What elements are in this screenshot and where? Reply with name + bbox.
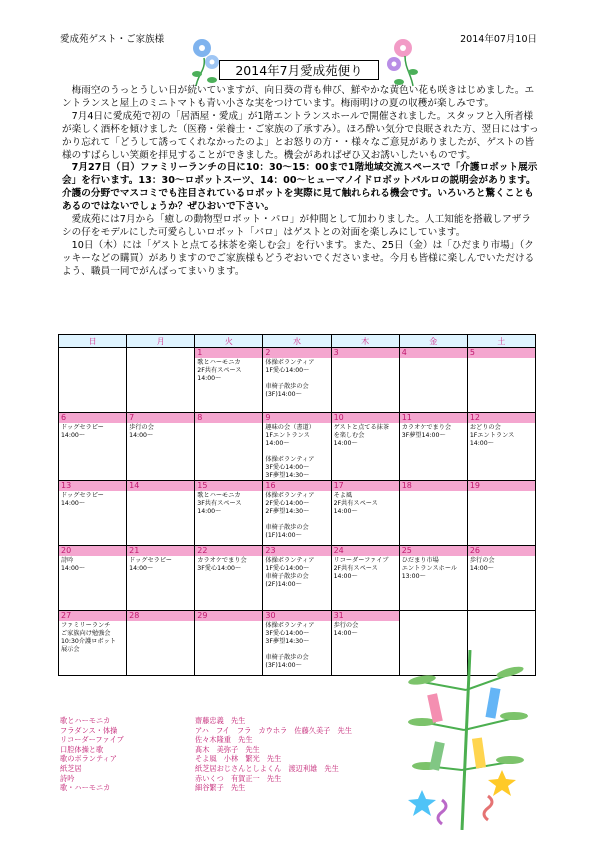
day-events: リコーダーファイブ 2F共有スペース 14:00～ (333, 557, 389, 580)
day-number: 14 (127, 481, 194, 491)
weekday-wed: 水 (263, 335, 331, 348)
day-number: 23 (263, 546, 330, 556)
instructor-name: そよ風 小林 繁光 先生 (195, 754, 282, 764)
activity-name: 口腔体操と歌 (60, 744, 104, 754)
paragraph: 7月4日に愛成苑で初の「居酒屋・愛成」が1階エントランスホールで開催されました。スタッフと入所者様が楽しく酒杯を傾けました（医務・栄養士・ご家族の了承すみ）。ほろ酔い気分で良眠された方、翌日にはすっかり忘れて「どうして誘ってくれなかったのよ」とお怒りの方・・様々なご意見がありましたが、ゲストの皆様のすばらしい笑顔を拝見することができました。機会があればぜひ又お誘いしたいものです。 (62, 110, 539, 161)
day-events: 歌とハーモニカ 3F共有スペース 14:00～ (197, 492, 242, 515)
tanabata-bamboo-illustration (392, 650, 542, 830)
day-events: おどりの会 1Fエントランス 14:00～ (469, 424, 515, 447)
day-events: 歩行の会 14:00～ (129, 424, 154, 439)
calendar-day-cell (263, 611, 331, 676)
day-number: 15 (195, 481, 262, 491)
calendar-day-cell (195, 481, 263, 546)
day-number: 9 (263, 413, 330, 423)
day-number: 7 (127, 413, 194, 423)
day-events: 歩行の会 14:00～ (469, 557, 495, 572)
recipient-header: 愛成苑ゲスト・ご家族様 (60, 34, 165, 45)
day-events: 歌とハーモニカ 2F共有スペース 14:00～ (197, 359, 242, 382)
instructor-name: 佐々木隆重 先生 (195, 735, 253, 745)
weekday-sat: 土 (467, 335, 535, 348)
day-number: 30 (263, 611, 330, 621)
calendar-day-cell (263, 413, 331, 481)
day-number: 26 (468, 546, 535, 556)
calendar-week-row (59, 413, 536, 481)
weekday-thu: 木 (331, 335, 399, 348)
day-number: 13 (59, 481, 126, 491)
day-events: そよ風 2F共有スペース 14:00～ (333, 492, 378, 515)
calendar-day-cell (263, 348, 331, 413)
day-events: 体操ボランティア 1F愛心14:00～ 車椅子散歩の会 (2F)14:00～ (265, 557, 315, 588)
day-number: 18 (400, 481, 467, 491)
calendar-week-row (59, 348, 536, 413)
calendar-day-cell (399, 481, 467, 546)
instructor-name: 齋藤忠義 先生 (195, 716, 246, 725)
calendar-day-cell (127, 611, 195, 676)
day-events: 体操ボランティア 1F愛心14:00～ 車椅子散歩の会 (3F)14:00～ (265, 359, 315, 398)
calendar-day-cell (331, 348, 399, 413)
instructor-list (195, 716, 352, 793)
event-calendar (58, 334, 536, 676)
instructor-name: 紙芝居おじさんとしよくん 渡辺利雄 先生 (195, 763, 339, 773)
newsletter-body (62, 85, 540, 279)
calendar-day-cell (59, 481, 127, 546)
calendar-day-cell (467, 413, 535, 481)
day-number: 31 (332, 611, 399, 621)
day-events: 体操ボランティア 2F愛心14:00～ 2F夢望14:30～ 車椅子散歩の会 (1F)14:00～ (265, 492, 315, 539)
calendar-day-cell (399, 546, 467, 611)
day-events: カラオケでまり会 3F夢望14:00～ (401, 424, 452, 439)
weekday-row (59, 335, 536, 348)
calendar-day-cell (195, 413, 263, 481)
activity-name: 紙芝居 (60, 763, 82, 773)
day-events: ドッグセラピー 14:00～ (61, 424, 104, 439)
calendar-day-cell (195, 546, 263, 611)
day-number: 29 (195, 611, 262, 621)
paragraph: 7月27日（日）ファミリーランチの日に10：30～15：00まで1階地域交流スペースで「介護ロボット展示会」を行います。13：30～ロボットスーツ、14：00～ヒューマノイドロボットパルロの説明会があります。介護の分野でマスコミでも注目されているロボットを実際に見て触れられる機会です。いろいろと驚くこともあるのではないでしょうか？ぜひおいで下さい。 (62, 162, 538, 213)
calendar-day-cell (195, 611, 263, 676)
activity-name: 詩吟 (60, 773, 75, 783)
day-number: 8 (195, 413, 262, 423)
calendar-day-cell (59, 413, 127, 481)
calendar-day-cell (127, 413, 195, 481)
day-number: 19 (468, 481, 535, 491)
day-events: ファミリーランチ ご家族向け勉強会 10:30介護ロボット 展示会 (61, 622, 116, 653)
activity-name: 歌とハーモニカ (60, 716, 111, 725)
paragraph: 10日（木）には「ゲストと点てる抹茶を楽しむ会」を行います。また、25日（金）は「ひだまり市場」（クッキーなどの購買）がありますのでご家族様もどうぞおいでくださいませ。今月も皆様に楽しんでいただけるよう、職員一同でがんばってまいります。 (62, 239, 535, 277)
day-number: 24 (332, 546, 399, 556)
weekday-fri: 金 (399, 335, 467, 348)
day-number: 11 (400, 413, 467, 423)
calendar-day-cell (59, 546, 127, 611)
day-number: 25 (400, 546, 467, 556)
calendar-day-cell (263, 481, 331, 546)
calendar-day-cell (331, 481, 399, 546)
date-header: 2014年07月10日 (460, 34, 537, 45)
instructor-name: 細谷繁子 先生 (195, 783, 246, 793)
day-events: 歩行の会 14:00～ (333, 622, 359, 637)
calendar-day-cell (59, 611, 127, 676)
day-number: 20 (59, 546, 126, 556)
activity-name: 歌・ハーモニカ (60, 783, 111, 793)
paragraph: 梅雨空のうっとうしい日が続いていますが、向日葵の背も伸び、鮮やかな黄色い花も咲きはじめました。エントランスと屋上のミニトマトも青い小さな実をつけています。梅雨明けの夏の収穫が楽しみです。 (62, 85, 535, 109)
calendar-day-cell (467, 481, 535, 546)
newsletter-title: 2014年7月愛成苑便り (219, 60, 379, 80)
day-events: ドッグセラピー 14:00～ (61, 492, 104, 507)
day-number: 3 (332, 348, 399, 358)
calendar-day-cell (127, 546, 195, 611)
calendar-day-cell (467, 348, 535, 413)
day-number: 21 (127, 546, 194, 556)
instructor-name: 赤いくつ 有賀正一 先生 (195, 773, 282, 783)
day-events: ドッグセラピー 14:00～ (129, 557, 172, 572)
day-events: 趣味の会（書道） 1Fエントランス 14:00～ 体操ボランティア 3F愛心14:00～ 3F夢望14:30～ (265, 424, 315, 479)
morning-glory-right-icon (383, 36, 423, 88)
weekday-mon: 月 (127, 335, 195, 348)
day-number: 5 (468, 348, 535, 358)
day-number: 1 (195, 348, 262, 358)
calendar-day-cell (127, 348, 195, 413)
calendar-day-cell (399, 413, 467, 481)
activity-name: リコーダーファイブ (60, 735, 124, 745)
calendar-day-cell (195, 348, 263, 413)
instructor-name: アハ フイ フラ カウホラ 佐藤久美子 先生 (195, 725, 352, 735)
day-number: 16 (263, 481, 330, 491)
day-number: 10 (332, 413, 399, 423)
day-number: 17 (332, 481, 399, 491)
day-number: 12 (468, 413, 535, 423)
calendar-day-cell (127, 481, 195, 546)
day-events: 体操ボランティア 3F愛心14:00～ 3F夢望14:30～ 車椅子散歩の会 (3F)14:00～ (265, 622, 315, 669)
activity-name: 歌のボランティア (60, 754, 117, 764)
day-events: カラオケでまり会 3F愛心14:00～ (197, 557, 247, 572)
calendar-day-cell (399, 348, 467, 413)
day-number: 28 (127, 611, 194, 621)
day-events: ゲストと点てる抹茶 を楽しむ会 14:00～ (333, 424, 390, 447)
day-number: 4 (400, 348, 467, 358)
day-number: 6 (59, 413, 126, 423)
day-events: 詩吟 14:00～ (61, 557, 86, 572)
calendar-week-row (59, 546, 536, 611)
paragraph: 愛成苑には7月から「癒しの動物型ロボット・パロ」が仲間として加わりました。人工知能を搭載しアザラシの仔をモデルにした可愛らしいロボット「パロ」はゲストとの対面を楽しみにしています。 (62, 214, 532, 238)
calendar-day-cell (331, 546, 399, 611)
calendar-week-row (59, 481, 536, 546)
calendar-day-cell (263, 546, 331, 611)
calendar-day-cell (59, 348, 127, 413)
day-number: 27 (59, 611, 126, 621)
calendar-day-cell (467, 546, 535, 611)
calendar-day-cell (331, 413, 399, 481)
calendar-day-cell (331, 611, 399, 676)
weekday-tue: 火 (195, 335, 263, 348)
day-number: 22 (195, 546, 262, 556)
day-number: 2 (263, 348, 330, 358)
day-events: ひだまり市場 エントランスホール 13:00～ (401, 557, 458, 580)
activity-list (60, 716, 124, 793)
activity-name: フラダンス・体操 (60, 725, 118, 735)
instructor-name: 髙木 美弥子 先生 (195, 744, 260, 754)
weekday-sun: 日 (59, 335, 127, 348)
